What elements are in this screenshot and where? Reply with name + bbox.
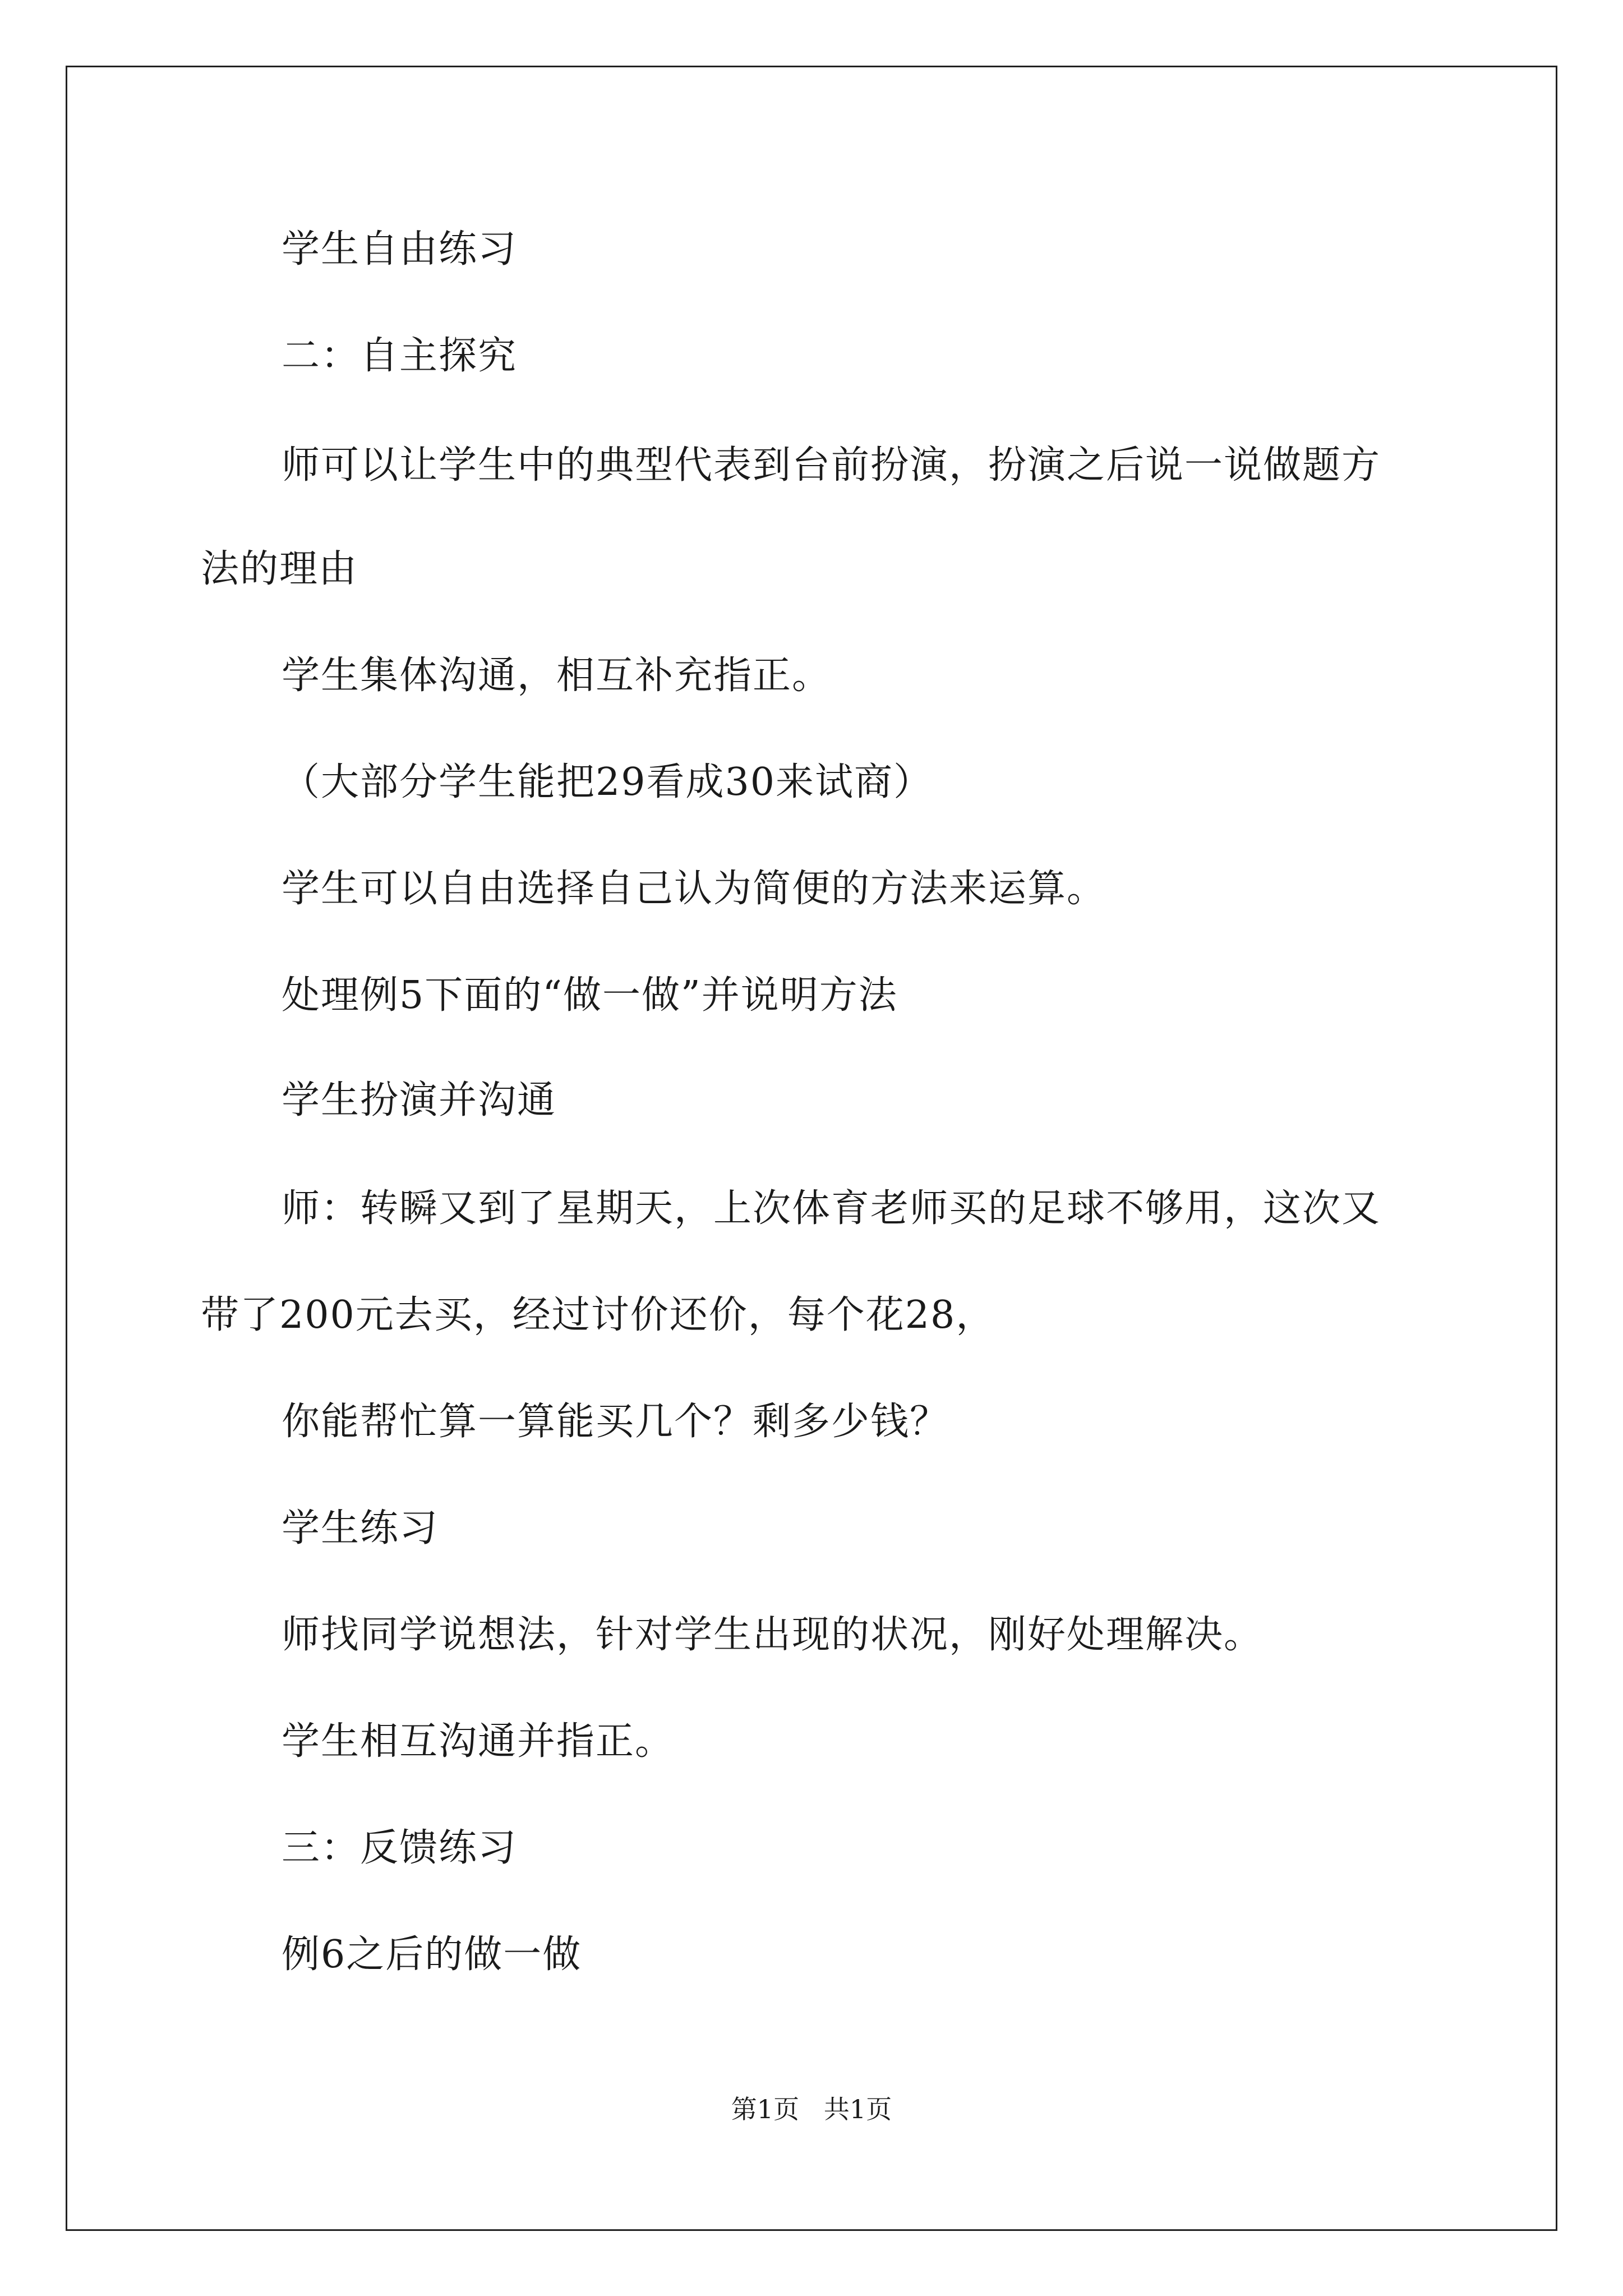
- paragraph-4: 学生集体沟通，相互补充指正。: [282, 654, 832, 698]
- paragraph-5: （大部分学生能把29看成30来试商）: [282, 760, 933, 804]
- paragraph-7: 处理例5下面的“做一做”并说明方法: [282, 973, 898, 1018]
- paragraph-10: 你能帮忙算一算能买几个？剩多少钱？: [282, 1400, 949, 1444]
- paragraph-9: 师：转瞬又到了星期天，上次体育老师买的足球不够用，这次又: [282, 1186, 1381, 1231]
- paragraph-15: 例6之后的做一做: [282, 1932, 582, 1977]
- paragraph-1: 学生自由练习: [282, 227, 518, 272]
- paragraph-3: 师可以让学生中的典型代表到台前扮演，扮演之后说一说做题方: [282, 443, 1381, 487]
- paragraph-2: 二：自主探究: [282, 334, 518, 378]
- paragraph-3-continuation: 法的理由: [201, 547, 358, 591]
- paragraph-11: 学生练习: [282, 1506, 439, 1550]
- page-border: [66, 66, 1557, 2231]
- page-footer: 第1页 共1页: [731, 2094, 892, 2124]
- paragraph-6: 学生可以自由选择自己认为简便的方法来运算。: [282, 867, 1106, 911]
- paragraph-9-continuation: 带了200元去买，经过讨价还价，每个花28，: [201, 1293, 995, 1337]
- paragraph-8: 学生扮演并沟通: [282, 1078, 557, 1122]
- paragraph-13: 学生相互沟通并指正。: [282, 1719, 675, 1764]
- paragraph-14: 三：反馈练习: [282, 1826, 518, 1870]
- paragraph-12: 师找同学说想法，针对学生出现的状况，刚好处理解决。: [282, 1613, 1264, 1657]
